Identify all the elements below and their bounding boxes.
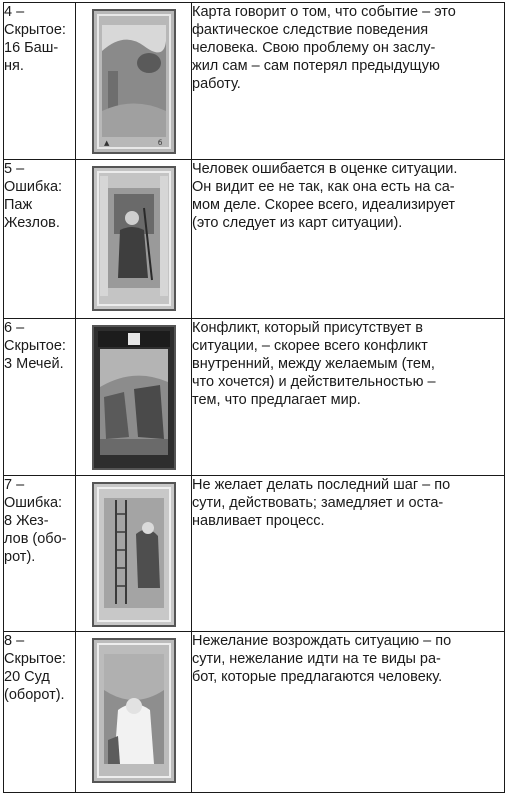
table-row <box>4 160 505 319</box>
position-label-cell <box>4 160 76 319</box>
description-cell <box>192 3 505 160</box>
table-row <box>4 632 505 793</box>
card-cell <box>76 3 192 160</box>
card-cell <box>76 160 192 319</box>
eight-of-wands-card-image <box>92 482 176 627</box>
description-text: Конфликт, который присутствует в ситуации, – скорее всего конфликт внутренний, между желаемым (тем, что хочется) и действительностью – тем, что предлагает мир. <box>192 320 436 408</box>
position-label: 6 – Скрытое: 3 Мечей. <box>4 320 66 372</box>
three-of-swords-card-art <box>94 327 174 468</box>
description-text: Человек ошибается в оценке ситуации. Он видит ее не так, как она есть на са- мом деле. Скорее всего, идеализирует (это следует из карт ситуации). <box>192 161 458 231</box>
description-text: Не желает делать последний шаг – по сути, действовать; замедляет и оста- навливает процесс. <box>192 477 451 529</box>
position-label-cell <box>4 476 76 632</box>
tarot-spread-table <box>3 2 505 793</box>
position-label: 7 – Ошибка: 8 Жез- лов (обо- рот). <box>4 477 67 565</box>
page-of-wands-card-art <box>94 168 174 309</box>
position-label: 5 – Ошибка: Паж Жезлов. <box>4 161 63 231</box>
position-label-cell <box>4 319 76 476</box>
judgement-card-art <box>94 640 174 781</box>
svg-text:б: б <box>157 139 162 147</box>
table-row <box>4 476 505 632</box>
description-cell <box>192 160 505 319</box>
position-label-cell <box>4 3 76 160</box>
description-cell <box>192 632 505 793</box>
card-cell <box>76 632 192 793</box>
tower-card-art <box>94 11 174 152</box>
three-of-swords-card-image <box>92 325 176 470</box>
eight-of-wands-card-art <box>94 484 174 625</box>
description-text: Карта говорит о том, что событие – это фактическое следствие поведения человека. Свою проблему он заслу- жил сам – сам потерял предыдущую работу. <box>192 4 456 92</box>
svg-text:▲: ▲ <box>103 139 109 147</box>
position-label: 8 – Скрытое: 20 Суд (оборот). <box>4 633 66 703</box>
description-cell <box>192 476 505 632</box>
position-label: 4 – Скрытое: 16 Баш- ня. <box>4 4 66 74</box>
judgement-card-image <box>92 638 176 783</box>
table-row <box>4 319 505 476</box>
page-of-wands-card-image <box>92 166 176 311</box>
table-row <box>4 3 505 160</box>
description-text: Нежелание возрождать ситуацию – по сути, нежелание идти на те виды ра- бот, которые предлагаются человеку. <box>192 633 452 685</box>
tower-card-image <box>92 9 176 154</box>
card-cell <box>76 476 192 632</box>
position-label-cell <box>4 632 76 793</box>
card-cell <box>76 319 192 476</box>
description-cell <box>192 319 505 476</box>
